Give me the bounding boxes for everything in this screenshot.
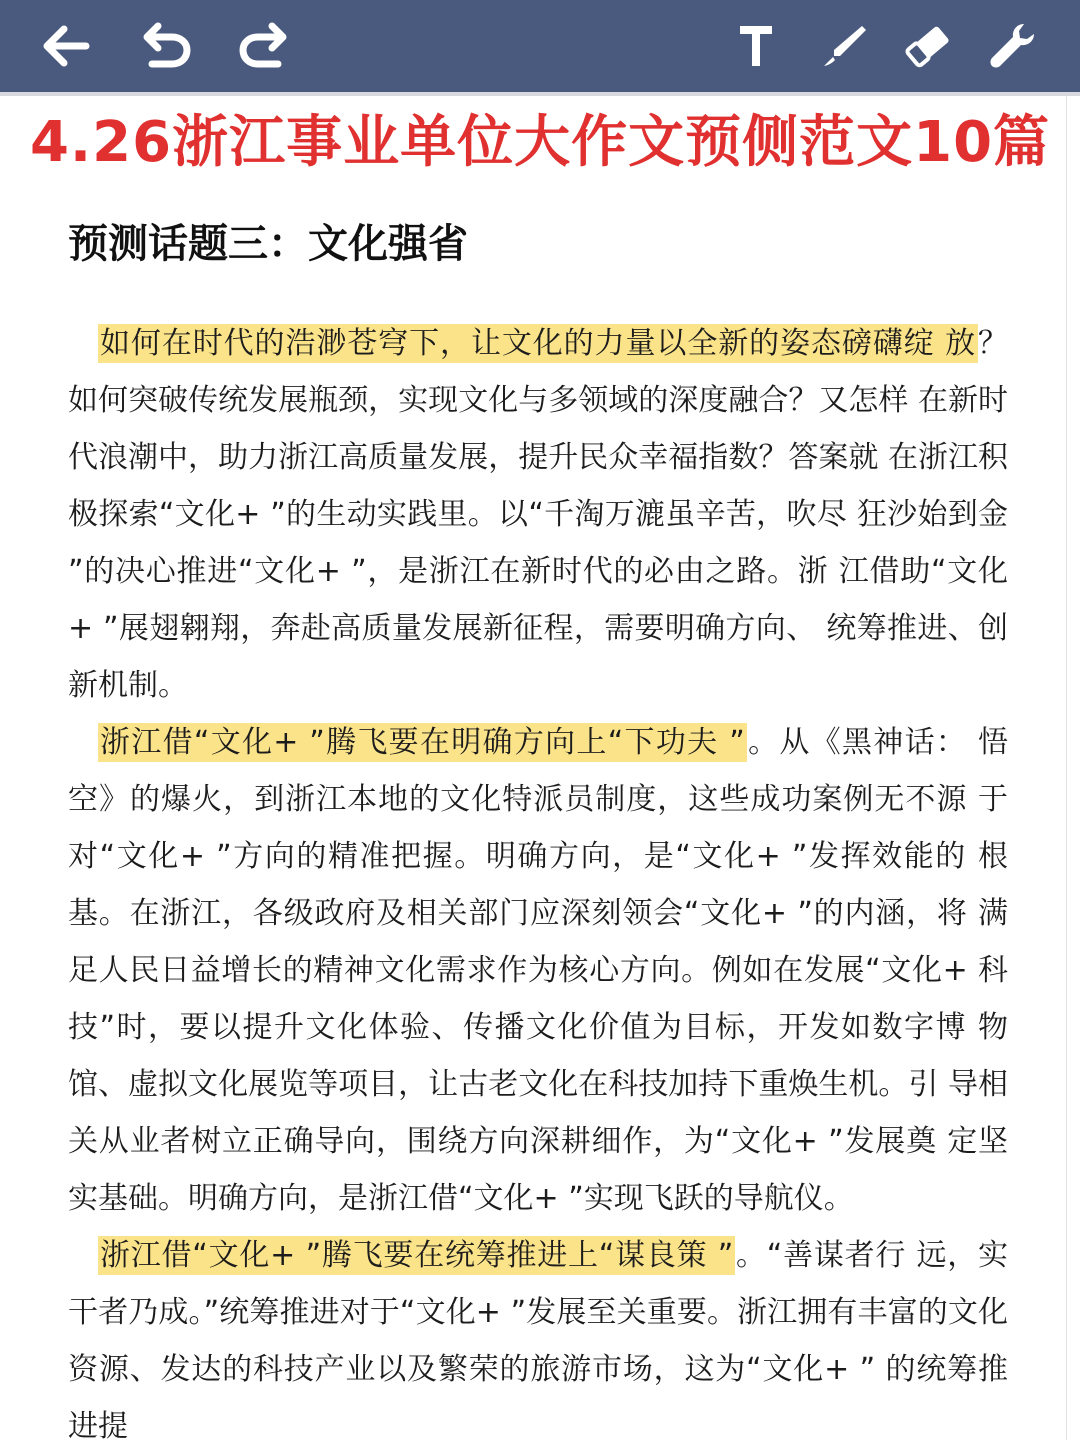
document-body	[68, 315, 1008, 1455]
settings-tool-button[interactable]	[982, 16, 1042, 76]
section-heading: 预测话题三：文化强省	[68, 221, 468, 267]
eraser-icon	[900, 18, 956, 74]
highlighted-sentence: 如何在时代的浩渺苍穹下，让文化的力量以全新的姿态磅礴绽 放	[100, 326, 976, 361]
highlighted-sentence: 浙江借“文化+ ”腾飞要在明确方向上“下功夫 ”	[100, 725, 745, 760]
back-arrow-icon	[38, 18, 94, 74]
paragraph	[68, 315, 1008, 714]
text-tool-button[interactable]	[726, 16, 786, 76]
paragraph-text: ？如何突破传统发展瓶颈，实现文化与多领域的深度融合？又怎样 在新时代浪潮中，助力浙江高质量发展，提升民众幸福指数？答案就 在浙江积极探索“文化+ ”的生动实践里。以“千淘万漉虽辛苦，吹尽 狂沙始到金 ”的决心推进“文化+ ”，是浙江在新时代的必由之路。浙 江借助“文化+ ”展翅翱翔，奔赴高质量发展新征程，需要明确方向、 统筹推进、创新机制。	[68, 326, 1008, 703]
wrench-icon	[984, 18, 1040, 74]
eraser-tool-button[interactable]	[898, 16, 958, 76]
undo-button[interactable]	[136, 16, 196, 76]
document-title: 4.26浙江事业单位大作文预侧范文10篇	[29, 110, 1051, 175]
pen-tool-button[interactable]	[814, 16, 874, 76]
pen-icon	[816, 18, 872, 74]
redo-icon	[236, 18, 292, 74]
text-tool-icon	[728, 18, 784, 74]
page-border	[1066, 96, 1067, 1440]
page-edge	[0, 92, 1080, 96]
paragraph	[68, 1227, 1008, 1455]
paragraph-text: 。从《黑神话： 悟空》的爆火，到浙江本地的文化特派员制度，这些成功案例无不源 于对“文化+ ”方向的精准把握。明确方向，是“文化+ ”发挥效能的 根基。在浙江，各级政府及相关部门应深刻领会“文化+ ”的内涵，将 满足人民日益增长的精神文化需求作为核心方向。例如在发展“文化+ 科技”时，要以提升文化体验、传播文化价值为目标，开发如数字博 物馆、虚拟文化展览等项目，让古老文化在科技加持下重焕生机。引 导相关从业者树立正确导向，围绕方向深耕细作，为“文化+ ”发展奠 定坚实基础。明确方向，是浙江借“文化+ ”实现飞跃的导航仪。	[68, 725, 1008, 1216]
redo-button[interactable]	[234, 16, 294, 76]
back-button[interactable]	[36, 16, 96, 76]
highlighted-sentence: 浙江借“文化+ ”腾飞要在统筹推进上“谋良策 ”	[100, 1238, 734, 1273]
top-toolbar	[0, 0, 1080, 92]
paragraph	[68, 714, 1008, 1227]
paragraph-text: 。“善谋者行 远，实干者乃成。”统筹推进对于“文化+ ”发展至关重要。浙江拥有丰富的文化资源、发达的科技产业以及繁荣的旅游市场，这为“文化+ ” 的统筹推进提	[68, 1238, 1008, 1444]
undo-icon	[138, 18, 194, 74]
